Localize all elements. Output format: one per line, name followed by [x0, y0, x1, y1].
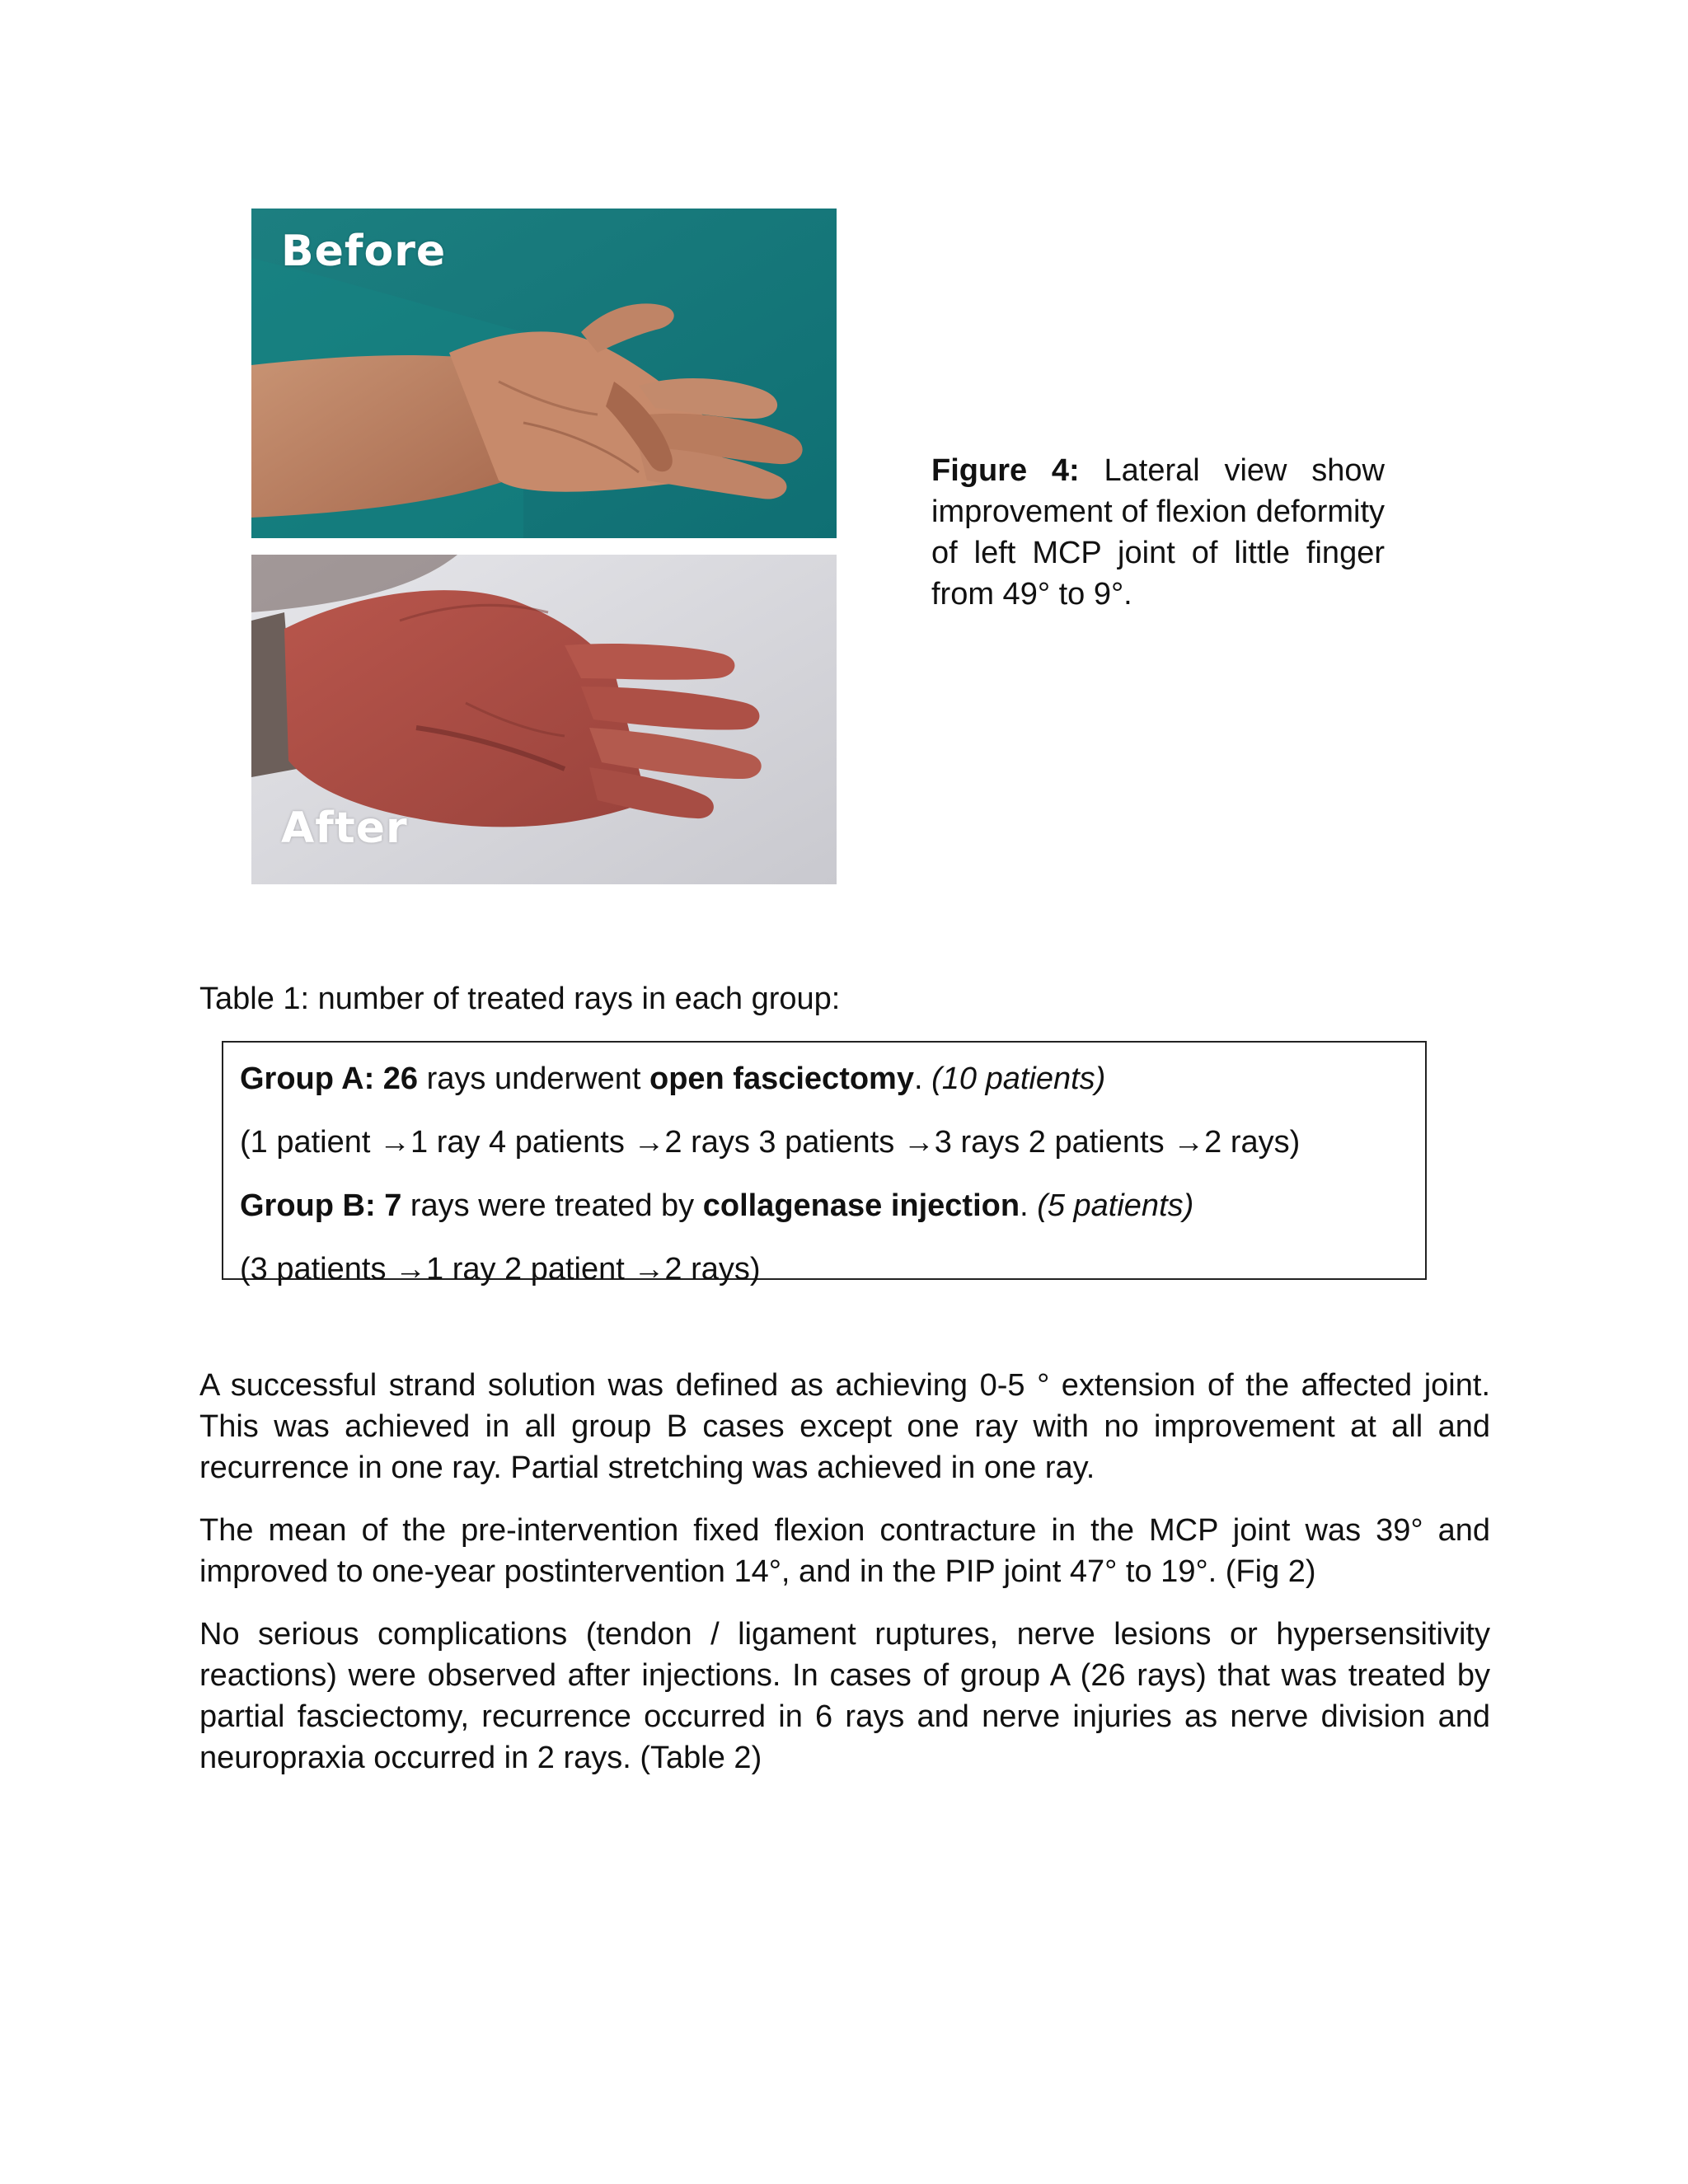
paragraph-1: A successful strand solution was defined as achieving 0-5 ° extension of the affected joint. This was achieved in all group B cases except one ray with no improvement at all and recurrence in one ray. Partial stretching was achieved in one ray.: [199, 1368, 1490, 1485]
table-1-box: [222, 1041, 1427, 1286]
group-b-method: collagenase injection: [702, 1188, 1020, 1223]
figure-caption: [931, 450, 1385, 615]
paragraph-2: The mean of the pre-intervention fixed flexion contracture in the MCP joint was 39° and improved to one-year postintervention 14°, and in the PIP joint 47° to 19°. (Fig 2): [199, 1513, 1490, 1589]
group-a-text: rays underwent: [418, 1062, 649, 1096]
group-b-label: Group B: 7: [240, 1188, 402, 1223]
caption-label: Figure 4:: [931, 453, 1080, 488]
after-label: After: [281, 804, 408, 853]
group-a-punct: .: [913, 1062, 932, 1096]
body-text: [199, 1365, 1490, 1800]
before-photo: [251, 209, 837, 538]
group-b-breakdown: (3 patients →1 ray 2 patient →2 rays): [240, 1252, 761, 1286]
group-a-breakdown: (1 patient →1 ray 4 patients →2 rays 3 patients →3 rays 2 patients →2 rays): [240, 1125, 1301, 1160]
table-title: Table 1: number of treated rays in each group:: [199, 982, 841, 1016]
group-b-text: rays were treated by: [401, 1188, 703, 1223]
caption-text: Lateral view show improvement of flexion deformity of left MCP joint of little finger from 49° to 9°.: [931, 453, 1385, 612]
group-a-patients: (10 patients): [931, 1062, 1106, 1096]
group-b-row: [240, 1174, 1409, 1238]
group-b-punct: .: [1020, 1188, 1038, 1223]
figure-4: [0, 0, 1688, 907]
before-label: Before: [281, 227, 447, 276]
group-a-method: open fasciectomy: [649, 1062, 914, 1096]
group-a-row: [240, 1047, 1409, 1111]
after-photo: [251, 555, 837, 884]
group-b-patients: (5 patients): [1037, 1188, 1194, 1223]
group-a-label: Group A: 26: [240, 1062, 419, 1096]
paragraph-3: No serious complications (tendon / ligament ruptures, nerve lesions or hypersensitivity reactions) were observed after injections. In cases of group A (26 rays) that was treated by partial fasciectomy, recurrence occurred in 6 rays and nerve injuries as nerve division and neuropraxia occurred in 2 rays. (Table 2): [199, 1617, 1490, 1775]
